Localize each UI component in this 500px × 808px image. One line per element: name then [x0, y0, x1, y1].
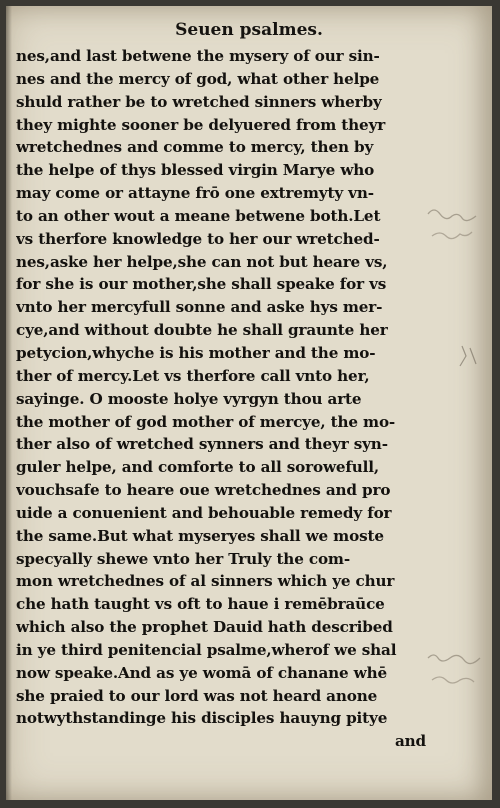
text-line: shuld rather be to wretched sinners wherby [16, 92, 382, 111]
margin-mark [456, 342, 482, 372]
text-line: cye,and without doubte he shall graunte her [16, 321, 388, 340]
book-page [6, 6, 492, 800]
text-line: petycion,whyche is his mother and the mo- [16, 343, 376, 362]
text-line: to an other wout a meane betwene both.Let [16, 206, 381, 225]
text-line: ther also of wretched synners and theyr syn- [16, 435, 388, 454]
text-line: in ye third penitencial psalme,wherof we shal [16, 640, 397, 659]
text-line: they mighte sooner be delyuered from theyr [16, 115, 386, 134]
text-line: nes,aske her helpe,she can not but heare vs, [16, 252, 388, 271]
text-line: wretchednes and comme to mercy, then by [16, 138, 374, 157]
text-line: may come or attayne frō one extremyty vn- [16, 184, 374, 203]
running-title: Seuen psalmes. [175, 20, 323, 40]
text-line: which also the prophet Dauid hath described [16, 618, 393, 637]
text-line: vs therfore knowledge to her our wretched- [16, 229, 380, 248]
text-line: the same.But what myseryes shall we moste [16, 526, 384, 545]
marginal-annotation-top [424, 202, 494, 252]
text-line: notwythstandinge his disciples hauyng pitye [16, 709, 388, 728]
text-line: ther of mercy.Let vs therfore call vnto her, [16, 366, 370, 385]
text-line: che hath taught vs oft to haue i remēbraūce [16, 595, 385, 614]
text-line: nes,and last betwene the mysery of our sin- [16, 47, 380, 65]
page-text-block [16, 45, 426, 753]
marginal-annotation-bottom [426, 646, 492, 696]
text-line: vouchsafe to heare oue wretchednes and pro [16, 481, 391, 500]
text-line: now speake.And as ye womā of chanane whē [16, 663, 388, 682]
text-line: the mother of god mother of mercye, the mo- [16, 412, 396, 431]
text-line: for she is our mother,she shall speake for vs [16, 275, 387, 294]
text-line: specyally shewe vnto her Truly the com- [16, 549, 350, 568]
text-line: uide a conuenient and behouable remedy for [16, 503, 392, 522]
text-line: nes and the mercy of god, what other helpe [16, 69, 380, 88]
text-line: sayinge. O mooste holye vyrgyn thou arte [16, 389, 362, 408]
text-line: mon wretchednes of al sinners which ye chur [16, 572, 395, 591]
text-line: vnto her mercyfull sonne and aske hys mer- [16, 298, 383, 317]
catchword: and [394, 732, 426, 751]
text-line: guler helpe, and comforte to all sorowefull, [16, 458, 380, 477]
text-line: the helpe of thys blessed virgin Marye who [16, 161, 375, 180]
text-line: she praied to our lord was not heard anone [16, 686, 378, 705]
